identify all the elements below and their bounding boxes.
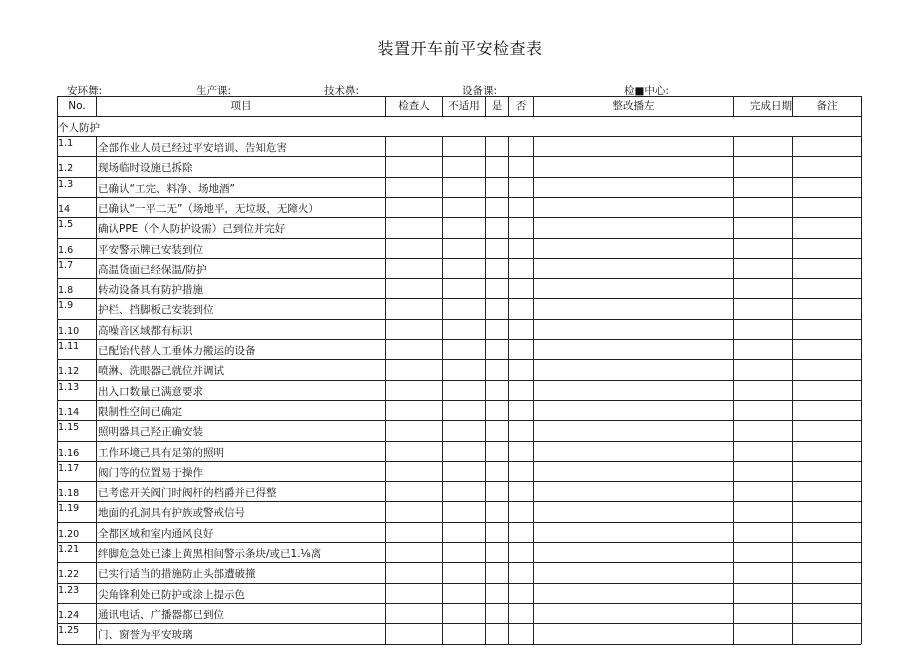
row-divider [57, 278, 861, 279]
row-item: 工作环境己具有足第的照明 [98, 446, 224, 459]
row-divider [57, 298, 861, 299]
row-number: 1.21 [58, 544, 80, 555]
header-column-divider [485, 96, 486, 116]
column-divider [533, 136, 534, 644]
header-completion-date: 完成日期 [750, 100, 792, 112]
row-item: 现场临时设施已拆除 [98, 162, 193, 175]
row-divider [57, 583, 861, 584]
safety-department-label: 安环舞: [67, 85, 103, 97]
row-item: 已确认“一平二无”（场地平，无垃圾，无障火） [98, 202, 319, 215]
row-divider [57, 197, 861, 198]
row-number: 1.7 [58, 259, 74, 271]
column-divider [861, 136, 862, 644]
row-item: 已确认“工完、料净、场地酒” [98, 182, 235, 195]
row-divider [57, 217, 861, 218]
row-number: 1.8 [58, 285, 74, 297]
production-department-label: 生产课: [196, 85, 232, 97]
row-divider [57, 258, 861, 259]
row-item: 转动设备具有防护措施 [98, 284, 203, 297]
row-divider [57, 319, 861, 320]
row-item: 高温货面已经保温/防护 [98, 263, 207, 276]
row-divider [57, 380, 861, 381]
header-no: No. [68, 100, 86, 112]
header-column-divider [861, 96, 862, 116]
row-item: 已考虑开关阀门时阀杆的档爵并已得整 [98, 487, 277, 500]
row-number: 1.5 [58, 219, 74, 231]
header-column-divider [442, 96, 443, 116]
row-divider [57, 441, 861, 442]
row-divider [57, 562, 861, 563]
header-yes: 是 [491, 100, 503, 112]
row-divider [57, 603, 861, 604]
row-divider [57, 522, 861, 523]
header-rectification: 整改播左 [612, 100, 655, 112]
row-divider [57, 542, 861, 543]
row-item: 阀门等的位置易于操作 [98, 466, 203, 479]
row-number: 1.18 [58, 488, 80, 500]
row-divider [57, 623, 861, 624]
row-divider [57, 339, 861, 340]
row-number: 1.25 [58, 625, 80, 637]
row-number: 1.22 [58, 569, 80, 581]
section-left-border [57, 116, 58, 136]
row-divider [57, 501, 861, 502]
column-divider [733, 136, 734, 644]
header-not-applicable: 不适用 [448, 100, 480, 112]
technical-department-label: 技术鼻: [324, 85, 360, 97]
column-divider [442, 136, 443, 644]
row-divider [57, 461, 861, 462]
row-item: 护栏、挡脚板己安装到位 [98, 304, 214, 317]
row-number: 1.6 [58, 244, 74, 256]
section-title: 个人防护 [58, 122, 100, 134]
column-divider [508, 136, 509, 644]
equipment-department-label: 设备课: [462, 85, 498, 97]
header-item: 项目 [230, 100, 252, 112]
row-item: 高噪音区域都有标识 [98, 324, 193, 337]
row-number: 1.16 [58, 447, 80, 459]
row-divider [57, 400, 861, 401]
row-item: 通讯电话、广播器都已到位 [98, 608, 224, 621]
row-item: 地面的孔洞具有护族或警戒信号 [98, 507, 245, 520]
header-column-divider [533, 96, 534, 116]
column-divider [792, 136, 793, 644]
row-number: 1.12 [58, 366, 80, 378]
header-column-divider [792, 96, 793, 116]
row-item: 照明器具己羟正确安装 [98, 426, 203, 439]
row-divider [57, 177, 861, 178]
header-column-divider [385, 96, 386, 116]
header-column-divider [57, 96, 58, 116]
row-item: 确认PPE（个人防护设需）己到位并完好 [98, 223, 286, 236]
row-number: 1.20 [58, 528, 80, 540]
header-bottom-border [57, 116, 861, 117]
row-item: 出入口数量已满意要求 [98, 385, 203, 398]
row-item: 门、窗誉为平安玻璃 [98, 629, 193, 642]
inspection-center-label: 检■中心: [624, 85, 669, 97]
row-divider [57, 359, 861, 360]
row-divider [57, 481, 861, 482]
row-item: 尖角锋利处已防护或涂上提示色 [98, 588, 245, 601]
row-number: 1.2 [58, 163, 74, 175]
row-divider [57, 136, 861, 137]
row-divider [57, 156, 861, 157]
header-remarks: 备注 [816, 100, 838, 112]
row-item: 限制性空间已确定 [98, 405, 182, 418]
row-divider [57, 238, 861, 239]
row-item: 平安警示牌已安装到位 [98, 243, 203, 256]
page-title: 装置开车前平安检查表 [377, 39, 543, 58]
row-item: 全部作业人员已经过平安培训、告知危害 [98, 142, 287, 154]
row-item: 绊脚危急处已漆上黄黑相间警示条块/或已1.⅛离 [98, 548, 322, 560]
row-number: 1.9 [58, 300, 74, 312]
row-number: 14 [58, 203, 71, 215]
row-number: 1.11 [58, 341, 80, 352]
row-number: 1.17 [58, 462, 80, 474]
column-divider [96, 136, 97, 644]
row-item: 全都区域和室内通风良好 [98, 527, 214, 540]
row-number: 1.15 [58, 422, 80, 434]
row-number: 1.3 [58, 178, 74, 190]
row-number: 1.1 [58, 138, 74, 149]
header-no-result: 否 [515, 100, 527, 112]
row-item: 喷淋、洗眼器己就位并调试 [98, 365, 224, 378]
row-number: 1.24 [58, 609, 80, 621]
row-divider [57, 420, 861, 421]
row-number: 1.10 [58, 325, 80, 337]
header-column-divider [733, 96, 734, 116]
row-item: 已配饴代替人工垂体力搬运的设备 [98, 345, 256, 357]
header-column-divider [96, 96, 97, 116]
header-column-divider [508, 96, 509, 116]
row-number: 1.13 [58, 381, 80, 393]
row-item: 已实行适当的措施防止头部遭破撞 [98, 568, 256, 581]
row-number: 1.19 [58, 503, 80, 515]
column-divider [485, 136, 486, 644]
column-divider [385, 136, 386, 644]
row-divider [57, 644, 861, 645]
header-inspector: 检查人 [398, 100, 430, 112]
section-right-border [861, 116, 862, 136]
row-number: 1.23 [58, 584, 80, 596]
row-number: 1.14 [58, 406, 80, 418]
header-top-border [57, 96, 861, 97]
